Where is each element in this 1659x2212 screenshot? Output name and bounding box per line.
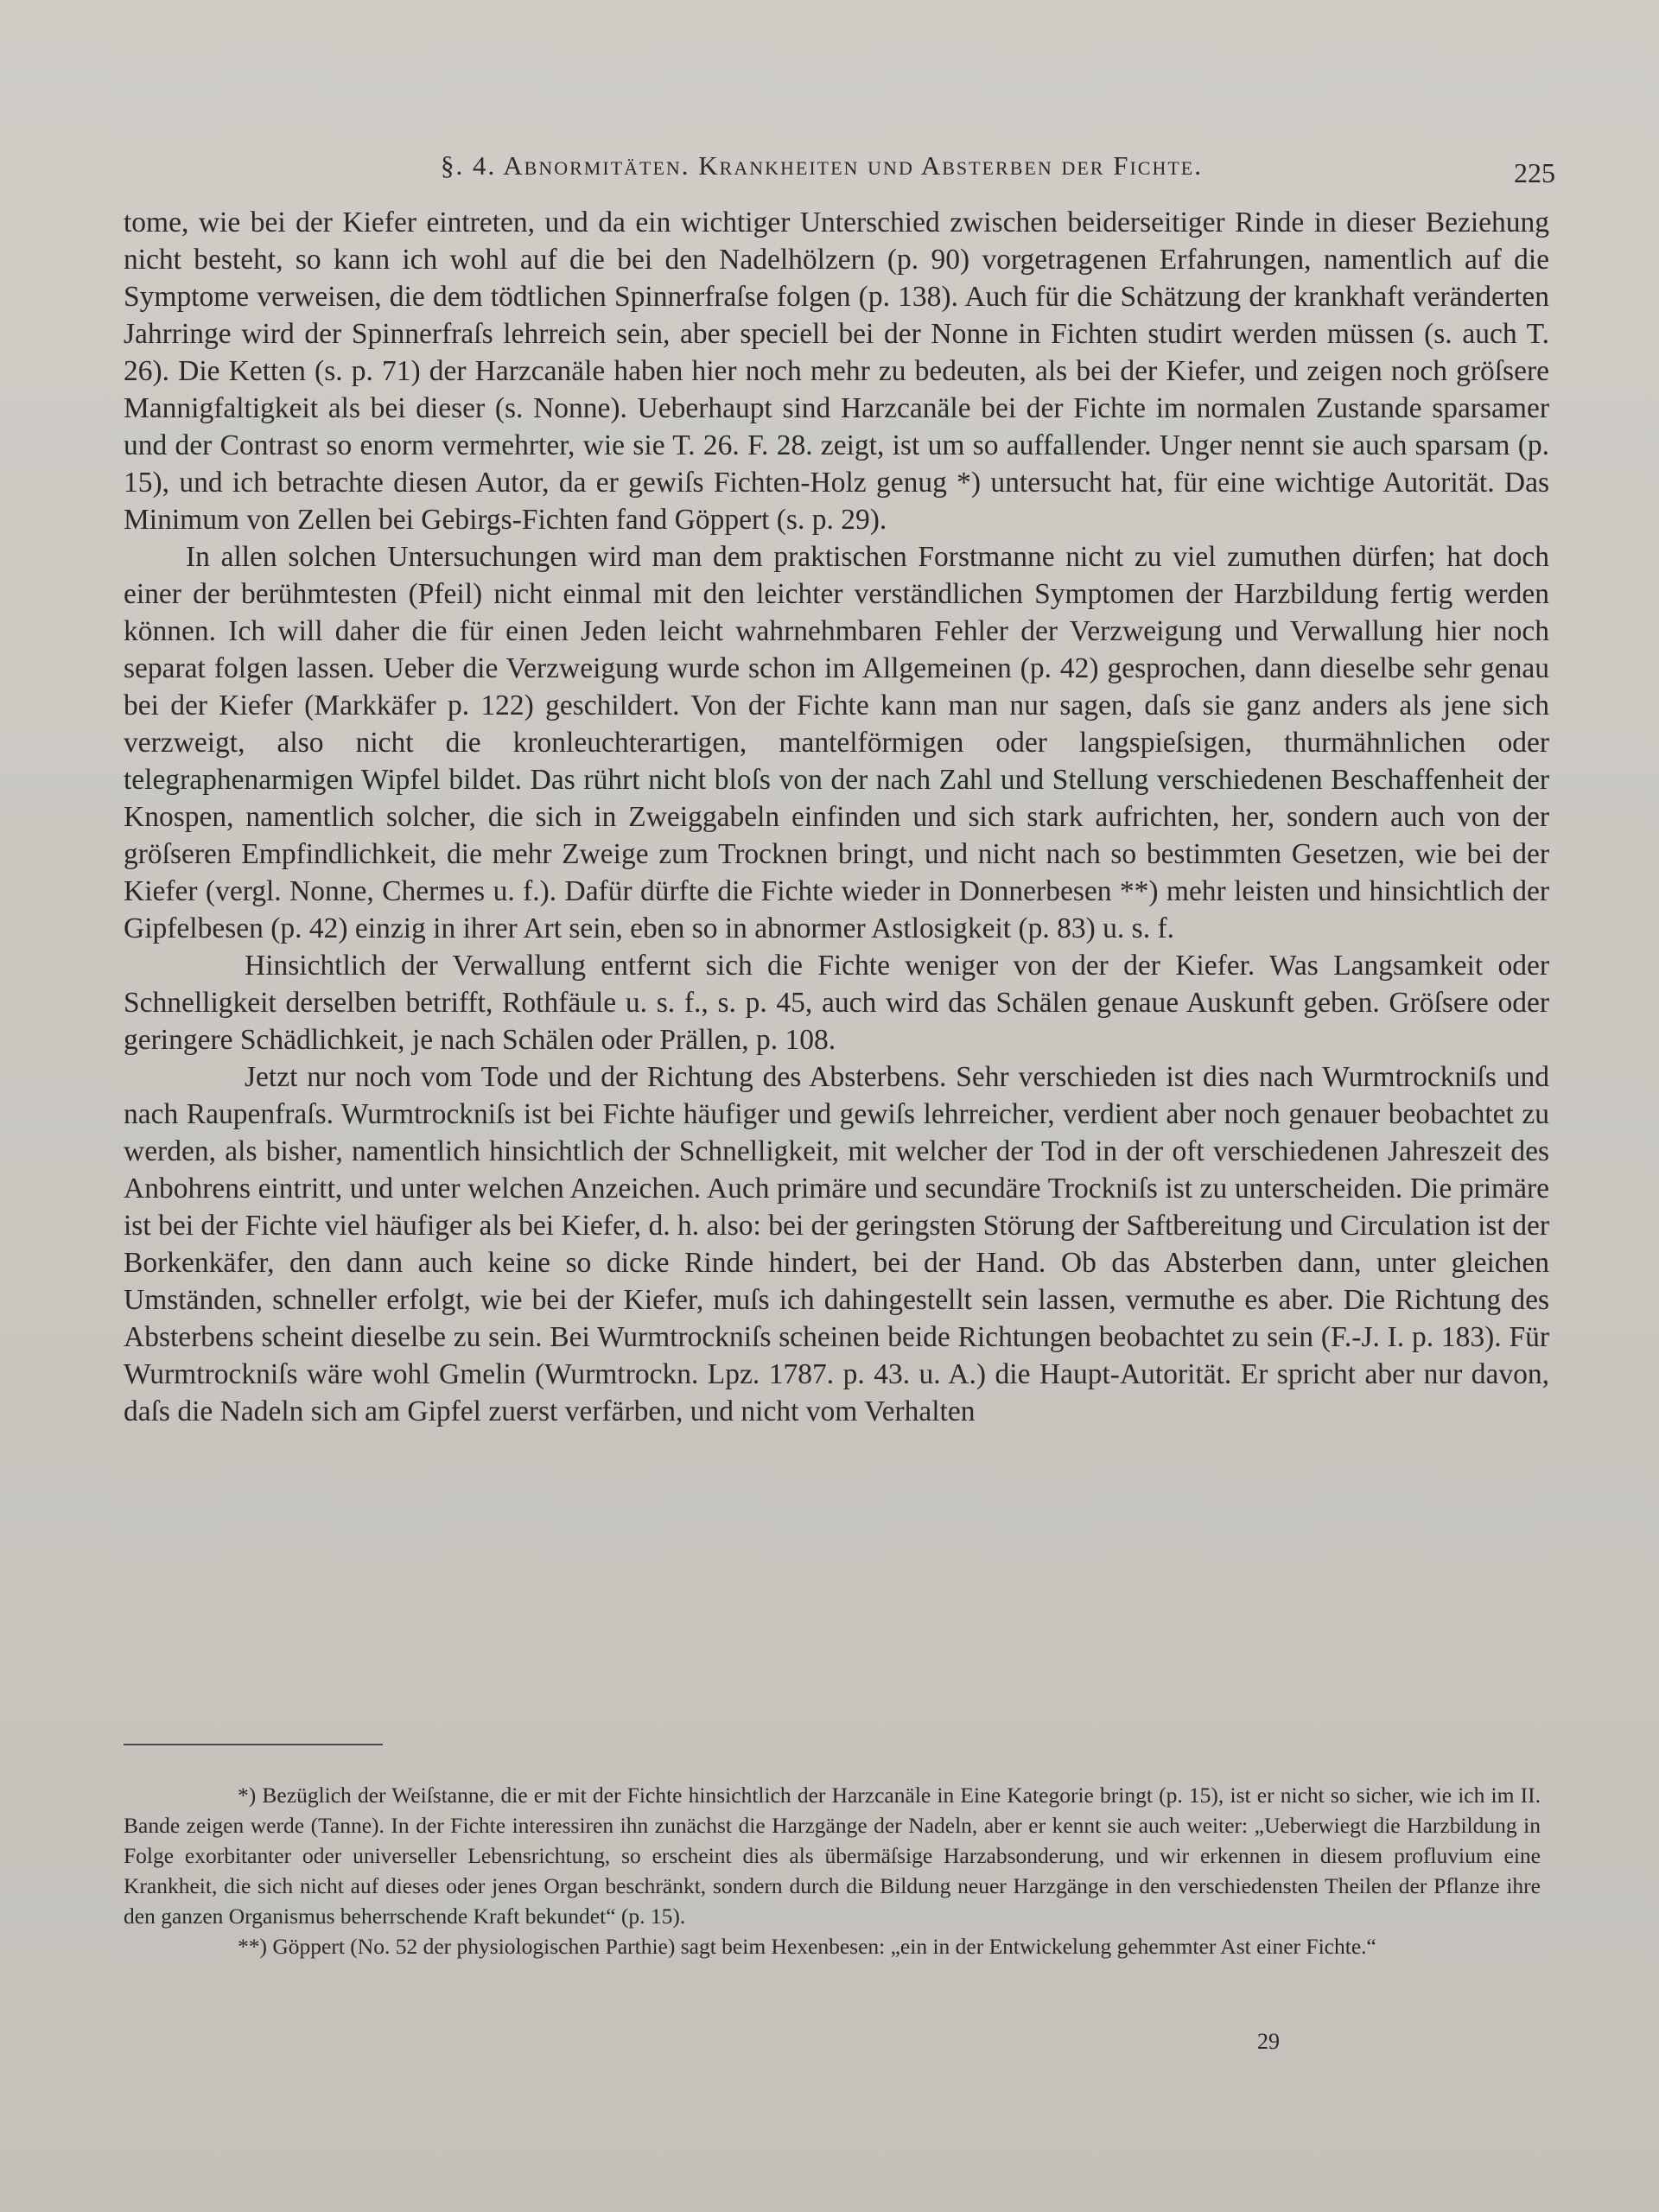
body-text — [124, 204, 1549, 1430]
paragraph-1: tome, wie bei der Kiefer eintreten, und da ein wichtiger Unterschied zwischen beiderseitiger Rinde in dieser Beziehung nicht besteht, so kann ich wohl auf die bei den Nadelhölzern (p. 90) vorgetragenen Erfahrungen, namentlich auf die Symptome verweisen, die dem tödtlichen Spinnerfraſse folgen (p. 138). Auch für die Schätzung der krankhaft veränderten Jahrringe wird der Spinnerfraſs lehrreich sein, aber speciell bei der Nonne in Fichten studirt werden müssen (s. auch T. 26). Die Ketten (s. p. 71) der Harzcanäle haben hier noch mehr zu bedeuten, als bei der Kiefer, und zeigen noch gröſsere Mannigfaltigkeit als bei dieser (s. Nonne). Ueberhaupt sind Harzcanäle bei der Fichte im normalen Zustande sparsamer und der Contrast so enorm vermehrter, wie sie T. 26. F. 28. zeigt, ist um so auffallender. Unger nennt sie auch sparsam (p. 15), und ich betrachte diesen Autor, da er gewiſs Fichten-Holz genug *) untersucht hat, für eine wichtige Autorität. Das Minimum von Zellen bei Gebirgs-Fichten fand Göppert (s. p. 29). — [124, 207, 1549, 536]
footnote-2: **) Göppert (No. 52 der physiologischen Parthie) sagt beim Hexenbesen: „ein in der Entwickelung gehemmter Ast einer Fichte.“ — [238, 1934, 1376, 1959]
paragraph-2: In allen solchen Untersuchungen wird man dem praktischen Forstmanne nicht zu viel zumuthen dürfen; hat doch einer der berühmtesten (Pfeil) nicht einmal mit den leichter verständlichen Symptomen der Harzbildung fertig werden können. Ich will daher die für einen Jeden leicht wahrnehmbaren Fehler der Verzweigung und Verwallung hier noch separat folgen lassen. Ueber die Verzweigung wurde schon im Allgemeinen (p. 42) gesprochen, dann dieselbe sehr genau bei der Kiefer (Markkäfer p. 122) geschildert. Von der Fichte kann man nur sagen, daſs sie ganz anders als jene sich verzweigt, also nicht die kronleuchterartigen, mantelförmigen oder langspieſsigen, thurmähnlichen oder telegraphenarmigen Wipfel bildet. Das rührt nicht bloſs von der nach Zahl und Stellung verschiedenen Beschaffenheit der Knospen, namentlich solcher, die sich in Zweiggabeln einfinden und sich stark aufrichten, her, sondern auch von der gröſseren Empfindlichkeit, die mehr Zweige zum Trocknen bringt, und nicht nach so bestimmten Gesetzen, wie bei der Kiefer (vergl. Nonne, Chermes u. f.). Dafür dürfte die Fichte wieder in Donnerbesen **) mehr leisten und hinsichtlich der Gipfelbesen (p. 42) einzig in ihrer Art sein, eben so in abnormer Astlosigkeit (p. 83) u. s. f. — [124, 541, 1549, 944]
paragraph-4: Jetzt nur noch vom Tode und der Richtung des Absterbens. Sehr verschieden ist dies nach Wurmtrockniſs und nach Raupenfraſs. Wurmtrockniſs ist bei Fichte häufiger und gewiſs lehrreicher, verdient aber noch genauer beobachtet zu werden, als bisher, namentlich hinsichtlich der Schnelligkeit, mit welcher der Tod in der oft verschiedenen Jahreszeit des Anbohrens eintritt, und unter welchen Anzeichen. Auch primäre und secundäre Trockniſs ist zu unterscheiden. Die primäre ist bei der Fichte viel häufiger als bei Kiefer, d. h. also: bei der geringsten Störung der Saftbereitung und Circulation ist der Borkenkäfer, den dann auch keine so dicke Rinde hindert, bei der Hand. Ob das Absterben dann, unter gleichen Umständen, schneller erfolgt, wie bei der Kiefer, muſs ich dahingestellt sein lassen, vermuthe es aber. Die Richtung des Absterbens scheint dieselbe zu sein. Bei Wurmtrockniſs scheinen beide Richtungen beobachtet zu sein (F.-J. I. p. 183). Für Wurmtrockniſs wäre wohl Gmelin (Wurmtrockn. Lpz. 1787. p. 43. u. A.) die Haupt-Autorität. Er spricht aber nur davon, daſs die Nadeln sich am Gipfel zuerst verfärben, und nicht vom Verhalten — [124, 1061, 1549, 1427]
printer-signature: 29 — [1257, 2029, 1280, 2054]
running-head — [121, 145, 1555, 197]
running-title: §. 4. Abnormitäten. Krankheiten und Absterben der Fichte. — [441, 150, 1203, 181]
page-number: 225 — [1514, 157, 1555, 188]
footnotes — [124, 1780, 1541, 1961]
paragraph-3: Hinsichtlich der Verwallung entfernt sich die Fichte weniger von der der Kiefer. Was Langsamkeit oder Schnelligkeit derselben betrifft, Rothfäule u. s. f., s. p. 45, auch wird das Schälen genaue Auskunft geben. Gröſsere oder geringere Schädlichkeit, je nach Schälen oder Prällen, p. 108. — [124, 950, 1549, 1056]
footnote-divider — [124, 1744, 383, 1745]
footnote-1: *) Bezüglich der Weiſstanne, die er mit der Fichte hinsichtlich der Harzcanäle in Eine Kategorie bringt (p. 15), ist er nicht so sicher, wie ich im II. Bande zeigen werde (Tanne). In der Fichte interessiren ihn zunächst die Harzgänge der Nadeln, aber er kennt sie auch weiter: „Ueberwiegt die Harzbildung in Folge exorbitanter oder universeller Lebensrichtung, so erscheint dies als übermäſsige Harzabsonderung, und wir erkennen in diesem profluvium eine Krankheit, die sich nicht auf dieses oder jenes Organ beschränkt, sondern durch die Bildung neuer Harzgänge in den verschiedensten Theilen der Pflanze ihre den ganzen Organismus beherrschende Kraft bekundet“ (p. 15). — [124, 1783, 1541, 1929]
